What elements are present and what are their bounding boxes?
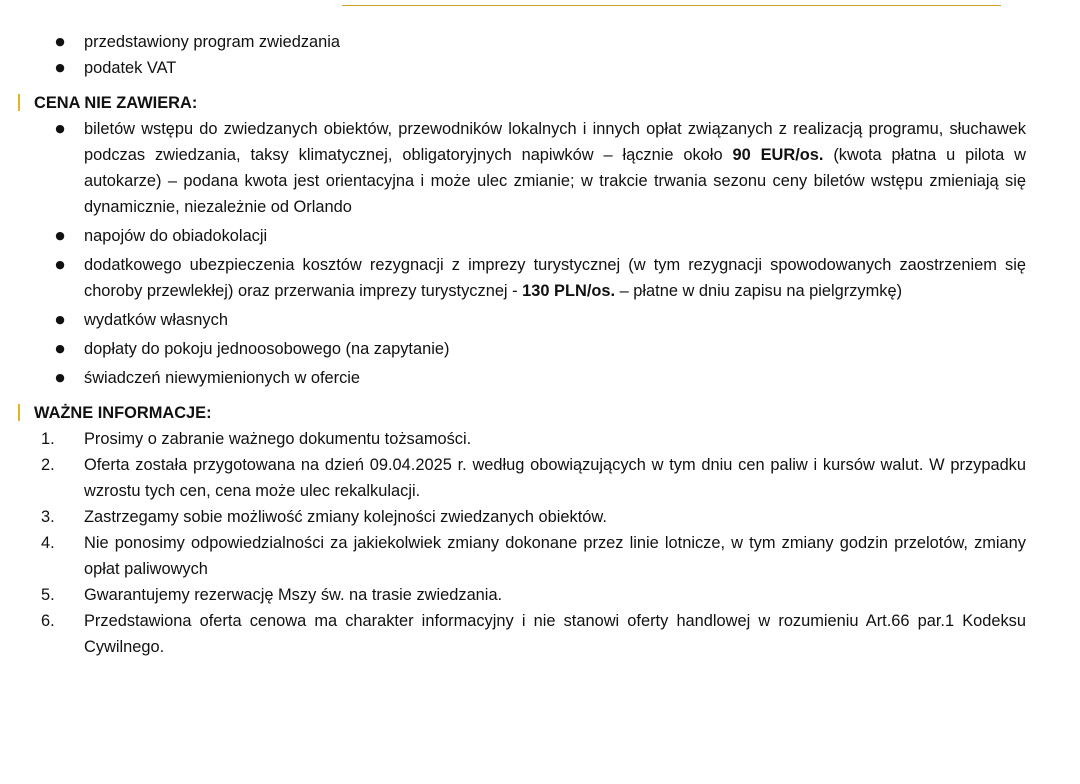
list-item: ● wydatków własnych [0,307,1080,333]
list-item: 4. Nie ponosimy odpowiedzialności za jakiekolwiek zmiany dokonane przez linie lotnicze, w tym zmiany godzin przelotów, zmiany opłat paliwowych [41,534,1026,578]
list-item: ● biletów wstępu do zwiedzanych obiektów, przewodników lokalnych i innych opłat związanych z realizacją programu, słuchawek podczas zwiedzania, taksy klimatycznej, obligatoryjnych napiwków – łącznie około 90 EUR/os. (kwota płatna u pilota w autokarze) – podana kwota jest orientacyjna i może ulec zmianie; w trakcie trwania sezonu ceny biletów wstępu zmieniają się dynamicznie, niezależnie od Orlando [0,116,1080,220]
list-item: 6. Przedstawiona oferta cenowa ma charakter informacyjny i nie stanowi oferty handlowej w rozumieniu Art.66 par.1 Kodeksu Cywilnego. [41,612,1026,656]
bullet-icon: ● [55,342,65,355]
list-item: ● napojów do obiadokolacji [0,223,1080,249]
bullet-icon: ● [55,122,65,135]
document-body [0,29,1080,660]
list-item: ● przedstawiony program zwiedzania [0,29,1080,55]
bullet-icon: ● [55,313,65,326]
list-item: 2. Oferta została przygotowana na dzień 09.04.2025 r. według obowiązujących w tym dniu cen paliw i kursów walut. W przypadku wzrostu tych cen, cena może ulec rekalkulacji. [41,456,1026,500]
important-list [0,426,1080,660]
header-divider [342,5,1001,6]
accent-bar-icon [18,404,20,421]
bullet-icon: ● [55,371,65,384]
bullet-icon: ● [55,229,65,242]
bullet-icon: ● [55,61,65,74]
bullet-icon: ● [55,258,65,271]
list-item: ● podatek VAT [0,55,1080,81]
section-heading-excludes: CENA NIE ZAWIERA: [0,90,1080,116]
list-item: ● świadczeń niewymienionych w ofercie [0,365,1080,391]
excludes-list [0,116,1080,391]
bullet-icon: ● [55,35,65,48]
list-item: ● dodatkowego ubezpieczenia kosztów rezygnacji z imprezy turystycznej (w tym rezygnacji spowodowanych zaostrzeniem się choroby przewlekłej) oraz przerwania imprezy turystycznej - 130 PLN/os. – płatne w dniu zapisu na pielgrzymkę) [0,252,1080,304]
list-item: 1. Prosimy o zabranie ważnego dokumentu tożsamości. [41,430,472,448]
list-item: ● dopłaty do pokoju jednoosobowego (na zapytanie) [0,336,1080,362]
included-list [0,29,1080,81]
list-item: 5. Gwarantujemy rezerwację Mszy św. na trasie zwiedzania. [41,586,503,604]
section-heading-important: WAŻNE INFORMACJE: [0,400,1080,426]
accent-bar-icon [18,94,20,111]
list-item: 3. Zastrzegamy sobie możliwość zmiany kolejności zwiedzanych obiektów. [41,508,607,526]
